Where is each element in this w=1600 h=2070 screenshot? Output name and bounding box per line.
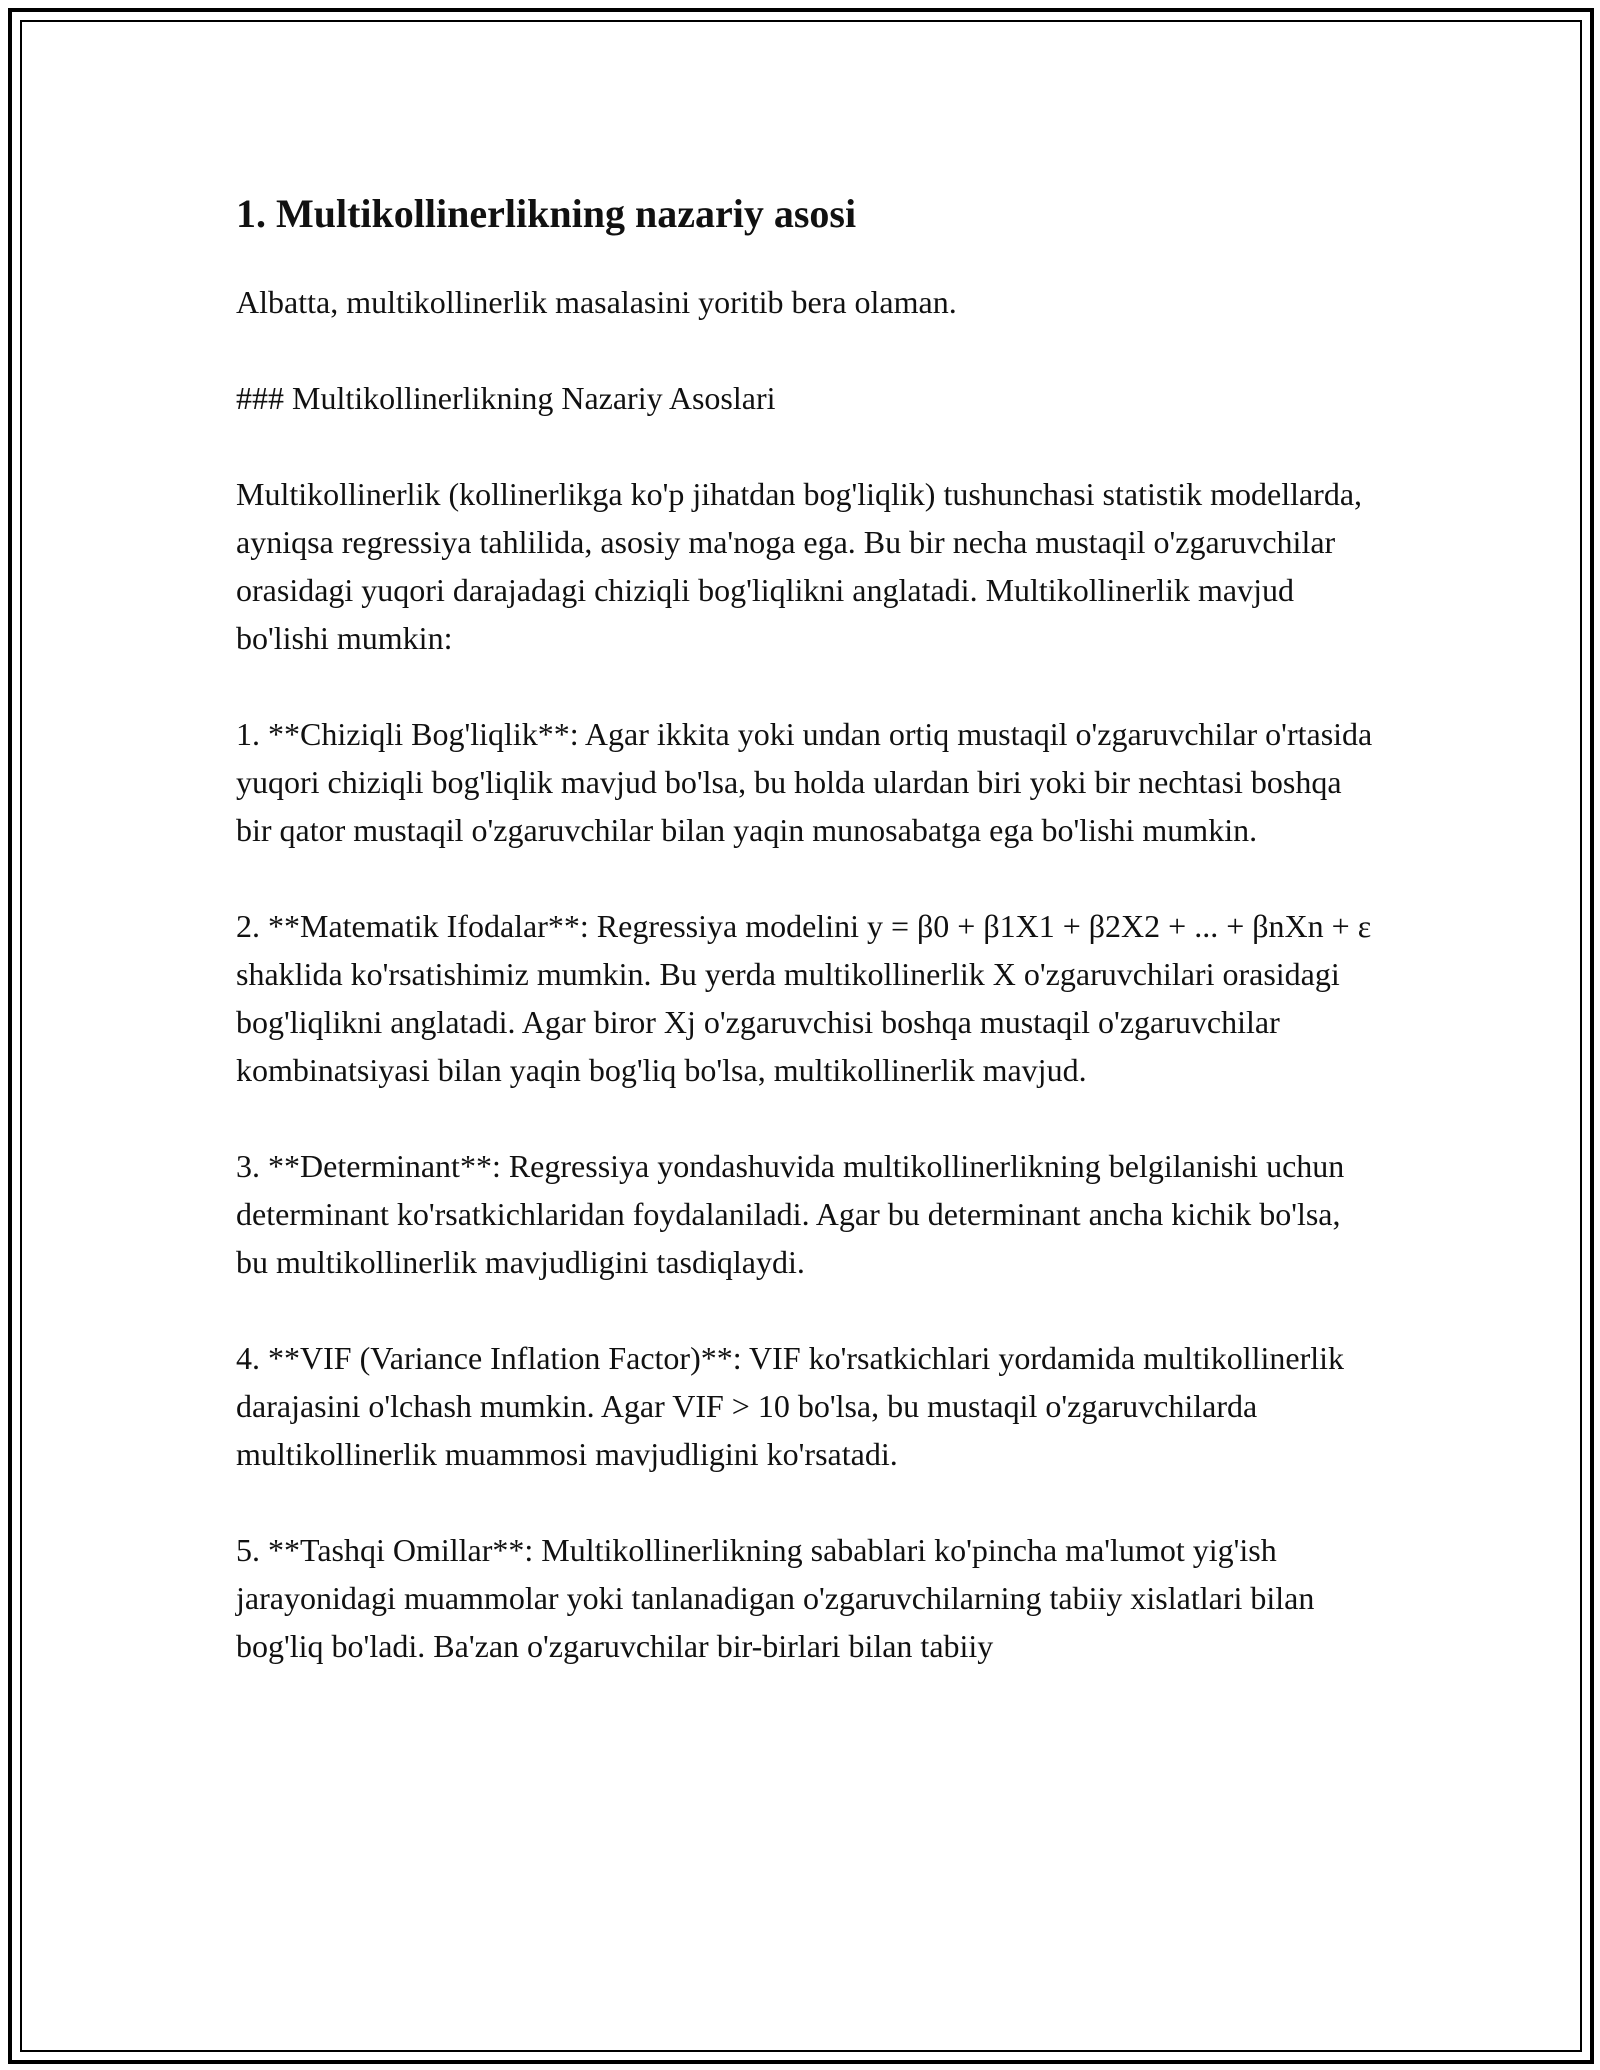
list-item-determinant: 3. **Determinant**: Regressiya yondashuvida multikollinerlikning belgilanishi uchun determinant ko'rsatkichlaridan foydalaniladi. Agar bu determinant ancha kichik bo'lsa, bu multikollinerlik mavjudligini tasdiqlaydi. <box>236 1148 1345 1280</box>
intro-paragraph: Albatta, multikollinerlik masalasini yoritib bera olaman. <box>236 284 957 320</box>
markdown-subheading: ### Multikollinerlikning Nazariy Asoslari <box>236 380 776 416</box>
document-body <box>236 186 1376 1670</box>
list-item-tashqi-omillar: 5. **Tashqi Omillar**: Multikollinerlikning sabablari ko'pincha ma'lumot yig'ish jarayonidagi muammolar yoki tanlanadigan o'zgaruvchilarning tabiiy xislatlari bilan bog'liq bo'ladi. Ba'zan o'zgaruvchilar bir-birlari bilan tabiiy <box>236 1532 1315 1664</box>
definition-paragraph: Multikollinerlik (kollinerlikga ko'p jihatdan bog'liqlik) tushunchasi statistik modellarda, ayniqsa regressiya tahlilida, asosiy ma'noga ega. Bu bir necha mustaqil o'zgaruvchilar orasidagi yuqori darajadagi chiziqli bog'liqlikni anglatadi. Multikollinerlik mavjud bo'lishi mumkin: <box>236 476 1363 656</box>
list-item-vif: 4. **VIF (Variance Inflation Factor)**: VIF ko'rsatkichlari yordamida multikollinerlik darajasini o'lchash mumkin. Agar VIF > 10 bo'lsa, bu mustaqil o'zgaruvchilarda multikollinerlik muammosi mavjudligini ko'rsatadi. <box>236 1340 1345 1472</box>
section-heading: 1. Multikollinerlikning nazariy asosi <box>236 191 857 236</box>
list-item-matematik-ifodalar: 2. **Matematik Ifodalar**: Regressiya modelini y = β0 + β1X1 + β2X2 + ... + βnXn + ε shaklida ko'rsatishimiz mumkin. Bu yerda multikollinerlik X o'zgaruvchilari orasidagi bog'liqlikni anglatadi. Agar biror Xj o'zgaruvchisi boshqa mustaqil o'zgaruvchilar kombinatsiyasi bilan yaqin bog'liq bo'lsa, multikollinerlik mavjud. <box>236 908 1372 1088</box>
list-item-chiziqli-bogliqlik: 1. **Chiziqli Bog'liqlik**: Agar ikkita yoki undan ortiq mustaqil o'zgaruvchilar o'rtasida yuqori chiziqli bog'liqlik mavjud bo'lsa, bu holda ulardan biri yoki bir nechtasi boshqa bir qator mustaqil o'zgaruvchilar bilan yaqin munosabatga ega bo'lishi mumkin. <box>236 716 1373 848</box>
